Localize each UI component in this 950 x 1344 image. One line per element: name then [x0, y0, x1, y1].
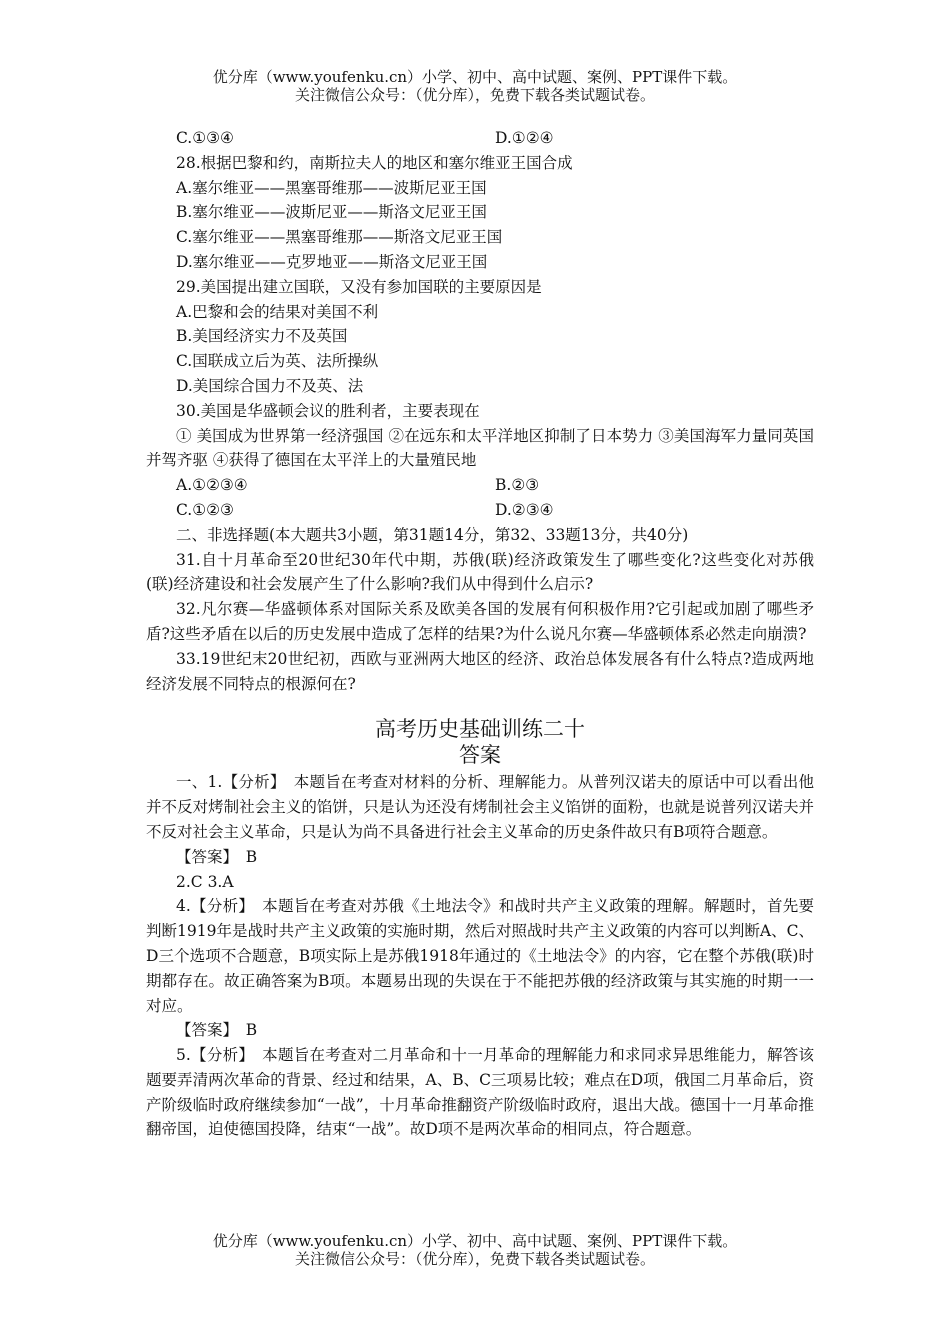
- q28-option-d: D.塞尔维亚——克罗地亚——斯洛文尼亚王国: [176, 252, 488, 271]
- q30-options-ab: [146, 473, 814, 498]
- q29-option-d: D.美国综合国力不及英、法: [176, 376, 364, 395]
- footer-line-2: 关注微信公众号：（优分库），免费下载各类试题试卷。: [294, 1250, 655, 1268]
- q30-options-cd: [146, 498, 814, 523]
- header-line-2: 关注微信公众号：（优分库），免费下载各类试题试卷。: [294, 86, 655, 104]
- q29-option-c: C.国联成立后为英、法所操纵: [176, 352, 379, 371]
- q31: 31.自十月革命至20世纪30年代中期，苏俄(联)经济政策发生了哪些变化?这些变化对苏俄(联)经济建设和社会发展产生了什么影响?我们从中得到什么启示?: [146, 550, 814, 594]
- q30-option-d: D.②③④: [495, 500, 554, 519]
- q29-option-b: B.美国经济实力不及英国: [176, 327, 348, 346]
- document-body: [146, 126, 814, 1142]
- q29-stem: 29.美国提出建立国联，又没有参加国联的主要原因是: [176, 277, 542, 296]
- section2-heading: 二、非选择题(本大题共3小题，第31题14分，第32、33题13分，共40分): [176, 525, 689, 544]
- page-header: [0, 68, 950, 104]
- q30-option-c: C.①②③: [176, 500, 234, 519]
- q30-option-b: B.②③: [495, 476, 540, 495]
- answer-2-3: 2.C 3.A: [176, 872, 234, 891]
- q33: 33.19世纪末20世纪初，西欧与亚洲两大地区的经济、政治总体发展各有什么特点?造成两地经济发展不同特点的根源何在?: [146, 649, 814, 693]
- answer-4-key: 【答案】 B: [176, 1021, 258, 1040]
- q27-option-c: C.①③④: [176, 129, 234, 147]
- q30-items: ① 美国成为世界第一经济强国 ②在远东和太平洋地区抑制了日本势力 ③美国海军力量同英国并驾齐驱 ④获得了德国在太平洋上的大量殖民地: [146, 426, 814, 470]
- answer-subtitle: 答案: [459, 743, 501, 768]
- q30-stem: 30.美国是华盛顿会议的胜利者，主要表现在: [176, 401, 480, 420]
- answer-1-key: 【答案】 B: [176, 847, 258, 866]
- q27-options-cd: [146, 126, 814, 151]
- q28-option-a: A.塞尔维亚——黑塞哥维那——波斯尼亚王国: [176, 178, 487, 197]
- q32: 32.凡尔赛—华盛顿体系对国际关系及欧美各国的发展有何积极作用?它引起或加剧了哪些矛盾?这些矛盾在以后的历史发展中造成了怎样的结果?为什么说凡尔赛—华盛顿体系必然走向崩溃?: [146, 600, 814, 643]
- answer-1: 一、1.【分析】 本题旨在考查对材料的分析、理解能力。从普列汉诺夫的原话中可以看出他并不反对烤制社会主义的馅饼，只是认为还没有烤制社会主义馅饼的面粉，也就是说普列汉诺夫并不反对社会主义革命，只是认为尚不具备进行社会主义革命的历史条件故只有B项符合题意。: [146, 773, 814, 841]
- q28-option-b: B.塞尔维亚——波斯尼亚——斯洛文尼亚王国: [176, 203, 487, 222]
- answer-5: 5.【分析】 本题旨在考查对二月革命和十一月革命的理解能力和求同求异思维能力，解答该题要弄清两次革命的背景、经过和结果，A、B、C三项易比较；难点在D项，俄国二月革命后，资产阶级临时政府继续参加“一战”，十月革命推翻资产阶级临时政府，退出大战。德国十一月革命推翻帝国，迫使德国投降，结束“一战”。故D项不是两次革命的相同点，符合题意。: [146, 1046, 814, 1139]
- q28-option-c: C.塞尔维亚——黑塞哥维那——斯洛文尼亚王国: [176, 228, 503, 247]
- q27-option-d: D.①②④: [495, 129, 554, 147]
- header-line-1: 优分库（www.youfenku.cn）小学、初中、高中试题、案例、PPT课件下载。: [212, 68, 738, 86]
- q30-option-a: A.①②③④: [176, 476, 248, 495]
- answer-title: 高考历史基础训练二十: [375, 717, 585, 742]
- answer-4: 4.【分析】 本题旨在考查对苏俄《土地法令》和战时共产主义政策的理解。解题时，首先要判断1919年是战时共产主义政策的实施时期，然后对照战时共产主义政策的内容可以判断A、C、D三个选项不合题意，B项实际上是苏俄1918年通过的《土地法令》的内容，它在整个苏俄(联)时期都存在。故正确答案为B项。本题易出现的失误在于不能把苏俄的经济政策与其实施的时期一一对应。: [146, 897, 814, 1015]
- q29-option-a: A.巴黎和会的结果对美国不利: [176, 302, 379, 321]
- footer-line-1: 优分库（www.youfenku.cn）小学、初中、高中试题、案例、PPT课件下载。: [212, 1232, 738, 1250]
- q28-stem: 28.根据巴黎和约，南斯拉夫人的地区和塞尔维亚王国合成: [176, 153, 573, 172]
- page-footer: [0, 1232, 950, 1268]
